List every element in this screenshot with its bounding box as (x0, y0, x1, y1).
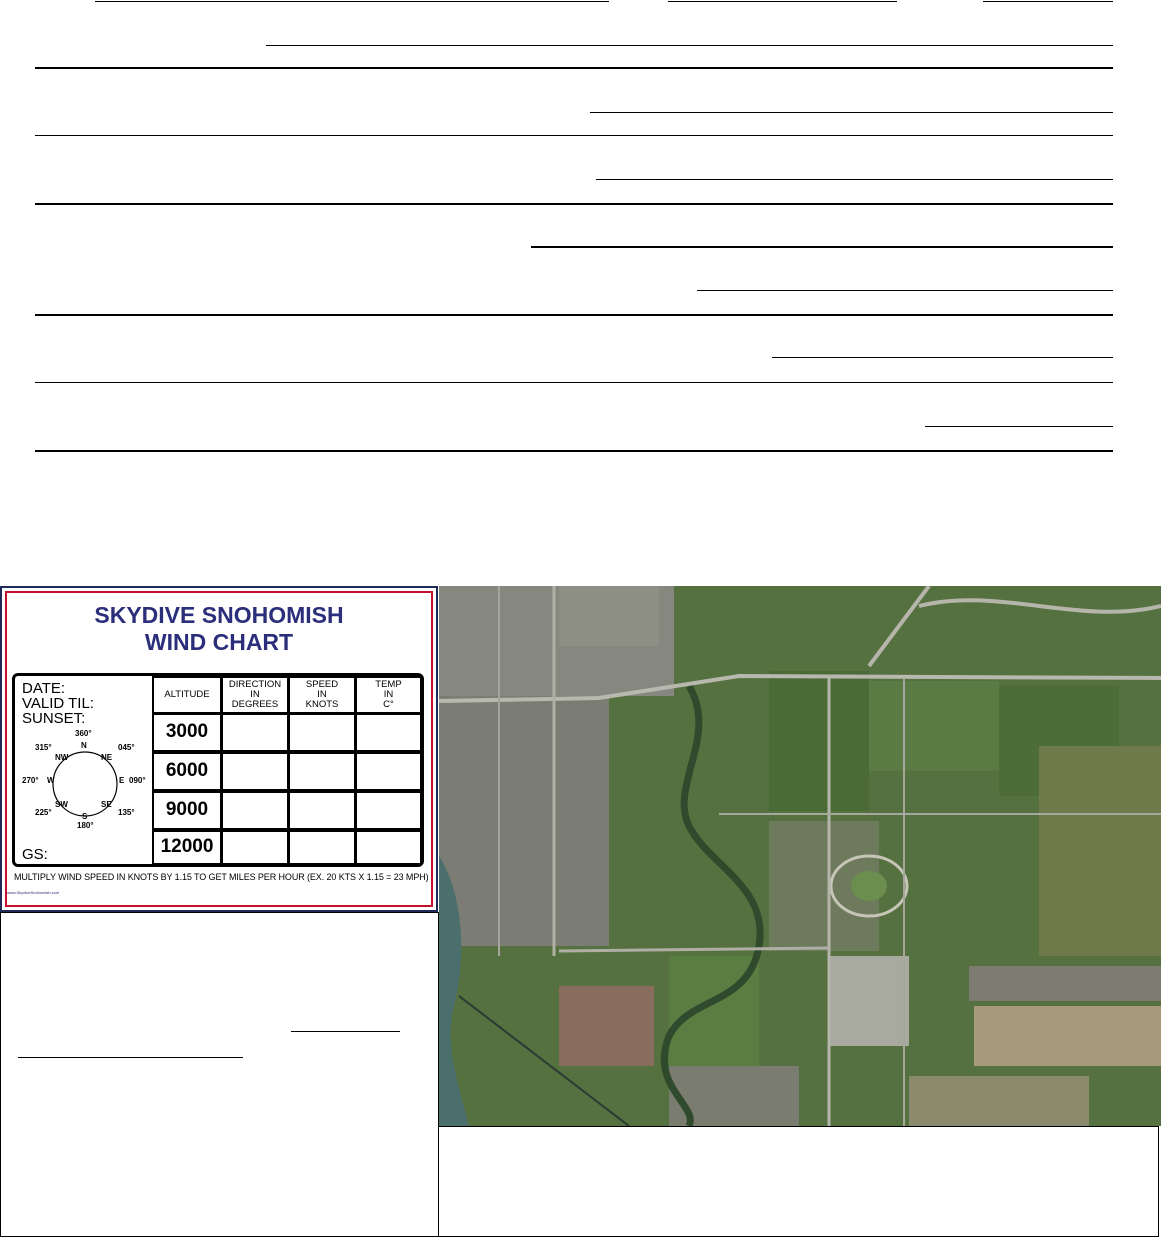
blank-line[interactable] (983, 1, 1113, 2)
speed-header-line1: SPEED (305, 679, 339, 690)
notes-box (0, 912, 439, 1237)
blank-line[interactable] (925, 426, 1113, 427)
wind-chart-title-line1: SKYDIVE SNOHOMISH (94, 602, 344, 628)
compass-se: SE (101, 800, 112, 809)
direction-header-line2: IN (250, 689, 260, 700)
sunset-label: SUNSET: (22, 710, 86, 727)
wind-chart-title-line2: WIND CHART (144, 629, 294, 655)
compass-ne: NE (101, 753, 113, 762)
altitude-3000: 3000 (152, 713, 222, 752)
compass-e: E (119, 776, 125, 785)
gs-label: GS: (22, 846, 48, 863)
temp-6000-cell[interactable] (355, 752, 422, 791)
speed-header-line2: IN (317, 689, 327, 700)
speed-header-line3: KNOTS (305, 699, 339, 710)
section-divider (35, 450, 1113, 452)
blank-line[interactable] (291, 1031, 400, 1032)
blank-line[interactable] (772, 357, 1113, 358)
section-divider (35, 135, 1113, 136)
valid-til-label: VALID TIL: (22, 695, 94, 712)
altitude-12000: 12000 (152, 830, 222, 865)
temp-header-line2: IN (383, 689, 394, 700)
aerial-caption-box (438, 1126, 1159, 1237)
direction-12000-cell[interactable] (221, 830, 289, 865)
direction-3000-cell[interactable] (221, 713, 289, 752)
direction-header (221, 676, 289, 714)
temp-12000-cell[interactable] (355, 830, 422, 865)
compass-sw: SW (55, 800, 68, 809)
direction-9000-cell[interactable] (221, 791, 289, 830)
compass-360: 360° (75, 729, 92, 738)
speed-3000-cell[interactable] (288, 713, 356, 752)
compass-135: 135° (118, 808, 135, 817)
compass-nw: NW (55, 753, 69, 762)
blank-line[interactable] (266, 45, 1113, 46)
blank-line[interactable] (668, 1, 897, 2)
blank-line[interactable] (95, 1, 609, 2)
temp-header-line3: C° (383, 699, 394, 710)
temp-header-line1: TEMP (375, 679, 402, 690)
section-divider (35, 203, 1113, 205)
aerial-photo-icon (439, 586, 1161, 1126)
wind-chart-card (0, 586, 438, 912)
compass-270: 270° (22, 776, 39, 785)
temp-3000-cell[interactable] (355, 713, 422, 752)
blank-line[interactable] (596, 179, 1113, 180)
section-divider (35, 314, 1113, 316)
direction-header-line1: DIRECTION (228, 679, 282, 690)
speed-9000-cell[interactable] (288, 791, 356, 830)
wind-chart-footnote: MULTIPLY WIND SPEED IN KNOTS BY 1.15 TO GET MILES PER HOUR (EX. 20 KTS X 1.15 = 23 MPH) (14, 872, 429, 882)
compass-090: 090° (129, 776, 146, 785)
wind-chart-url: www.SkydiveSnohomish.com (7, 890, 60, 895)
speed-6000-cell[interactable] (288, 752, 356, 791)
speed-12000-cell[interactable] (288, 830, 356, 865)
speed-header (288, 676, 356, 714)
wind-chart-title (2, 602, 436, 656)
date-label: DATE: (22, 680, 66, 697)
blank-line[interactable] (18, 1057, 243, 1058)
compass-s: S (82, 812, 88, 821)
blank-line[interactable] (531, 246, 1113, 248)
aerial-satellite-photo (439, 586, 1161, 1126)
altitude-header: ALTITUDE (152, 676, 222, 714)
temp-header (355, 676, 422, 714)
compass-180: 180° (77, 821, 94, 830)
blank-line[interactable] (590, 112, 1113, 113)
wind-chart-table (12, 673, 424, 867)
temp-9000-cell[interactable] (355, 791, 422, 830)
compass-n: N (81, 741, 87, 750)
compass-045: 045° (118, 743, 135, 752)
compass-315: 315° (35, 743, 52, 752)
direction-6000-cell[interactable] (221, 752, 289, 791)
section-divider (35, 382, 1113, 383)
section-divider (35, 67, 1113, 69)
direction-header-line3: DEGREES (231, 699, 279, 710)
blank-line[interactable] (697, 290, 1113, 291)
altitude-6000: 6000 (152, 752, 222, 791)
compass-225: 225° (35, 808, 52, 817)
compass-w: W (47, 776, 55, 785)
altitude-9000: 9000 (152, 791, 222, 830)
